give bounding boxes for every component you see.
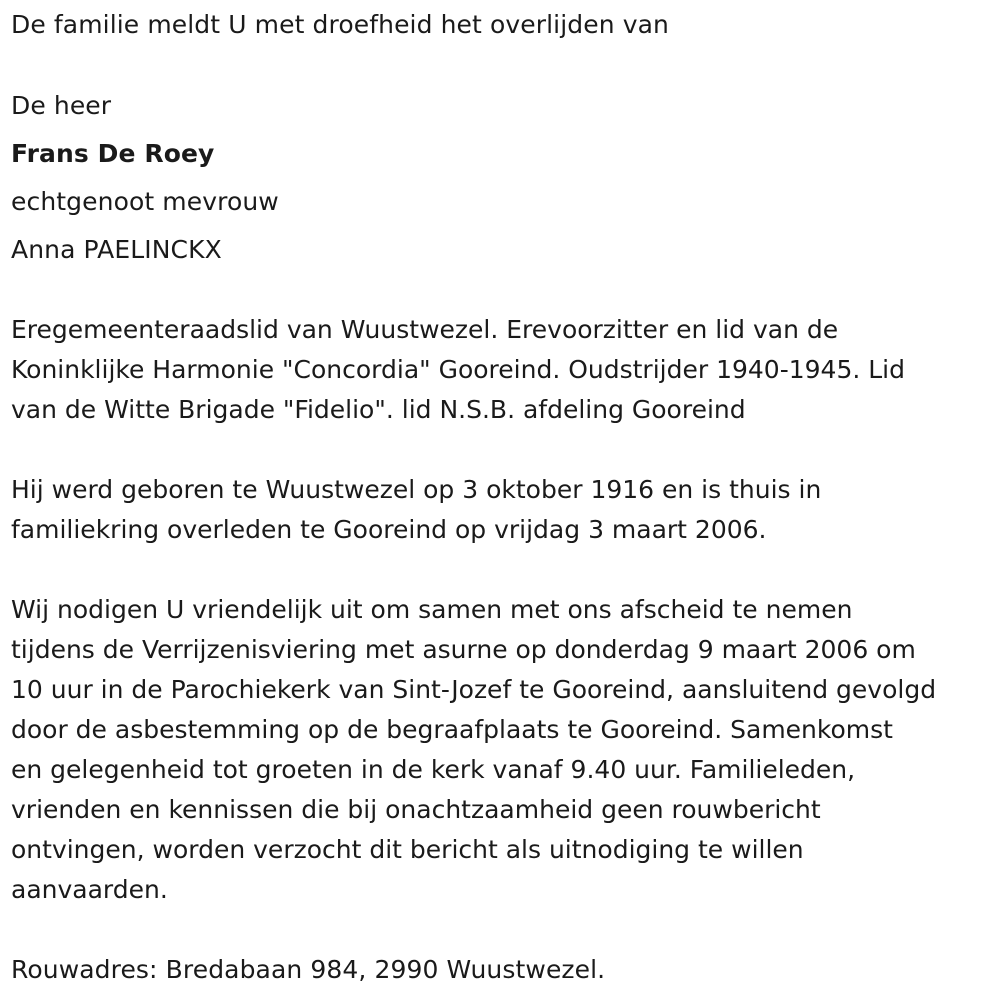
invitation-line: 10 uur in de Parochiekerk van Sint-Jozef te Gooreind, aansluitend gevolgd — [11, 675, 937, 704]
invitation-line: aanvaarden. — [11, 875, 168, 904]
life-line: familiekring overleden te Gooreind op vrijdag 3 maart 2006. — [11, 515, 767, 544]
mourning-address: Rouwadres: Bredabaan 984, 2990 Wuustwezel. — [11, 955, 606, 984]
roles-line: Koninklijke Harmonie "Concordia" Gooreind. Oudstrijder 1940-1945. Lid — [11, 355, 905, 384]
invitation-line: en gelegenheid tot groeten in de kerk vanaf 9.40 uur. Familieleden, — [11, 755, 856, 784]
title-text: De heer — [11, 91, 112, 120]
deceased-name: Frans De Roey — [11, 139, 215, 168]
roles-line: van de Witte Brigade "Fidelio". lid N.S.B. afdeling Gooreind — [11, 395, 746, 424]
invitation-line: ontvingen, worden verzocht dit bericht als uitnodiging te willen — [11, 835, 804, 864]
roles-line: Eregemeenteraadslid van Wuustwezel. Erevoorzitter en lid van de — [11, 315, 839, 344]
intro-text: De familie meldt U met droefheid het overlijden van — [11, 10, 669, 39]
invitation-line: door de asbestemming op de begraafplaats te Gooreind. Samenkomst — [11, 715, 893, 744]
life-paragraph — [11, 470, 991, 550]
invitation-paragraph — [11, 590, 991, 910]
spouse-name: Anna PAELINCKX — [11, 235, 222, 264]
life-line: Hij werd geboren te Wuustwezel op 3 oktober 1916 en is thuis in — [11, 475, 822, 504]
invitation-line: vrienden en kennissen die bij onachtzaamheid geen rouwbericht — [11, 795, 821, 824]
roles-paragraph — [11, 310, 991, 430]
relation-text: echtgenoot mevrouw — [11, 187, 279, 216]
invitation-line: Wij nodigen U vriendelijk uit om samen met ons afscheid te nemen — [11, 595, 853, 624]
invitation-line: tijdens de Verrijzenisviering met asurne op donderdag 9 maart 2006 om — [11, 635, 916, 664]
